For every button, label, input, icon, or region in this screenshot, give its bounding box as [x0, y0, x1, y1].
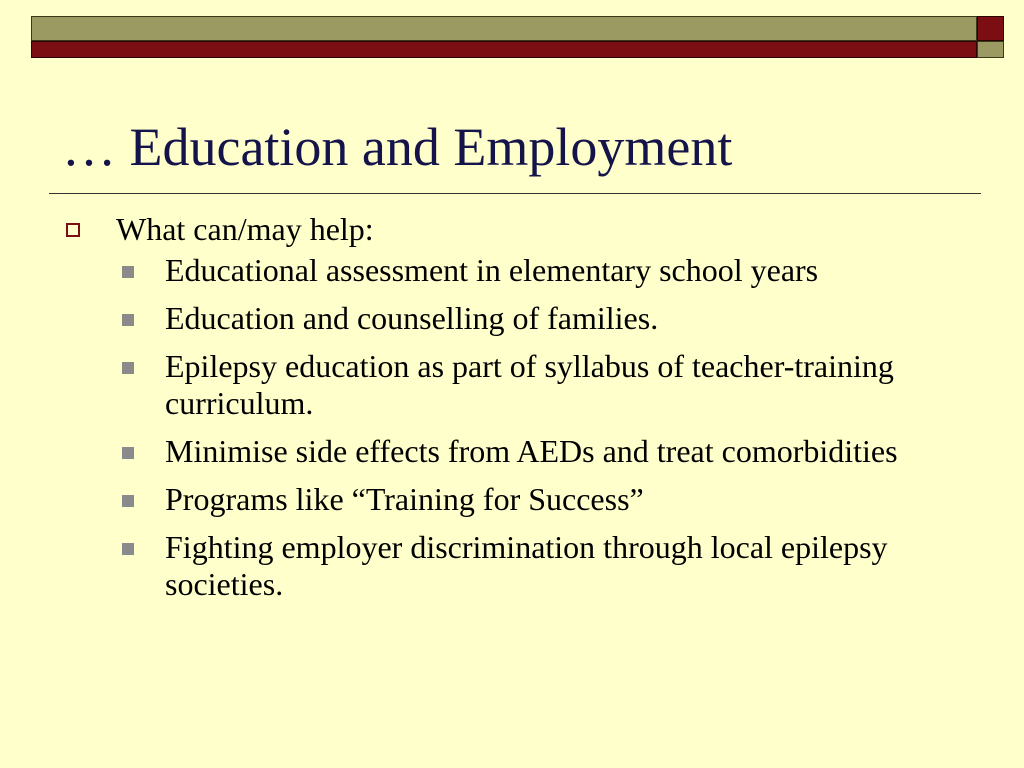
sub-bullet-list: [66, 252, 966, 603]
list-item: [114, 300, 966, 337]
slide-title: … Education and Employment: [62, 117, 733, 177]
list-item: [114, 481, 966, 518]
list-item: [114, 252, 966, 289]
list-item-text: Minimise side effects from AEDs and treat comorbidities: [165, 433, 898, 469]
list-item: [114, 529, 966, 603]
header-band-maroon: [31, 41, 977, 58]
slide-body: [66, 210, 966, 614]
list-item-text: Educational assessment in elementary school years: [165, 252, 819, 288]
filled-square-icon: [122, 495, 134, 507]
filled-square-icon: [122, 447, 134, 459]
header-corner-olive: [977, 41, 1004, 58]
list-item-text: Fighting employer discrimination through local epilepsy societies.: [165, 529, 888, 602]
list-item: [114, 433, 966, 470]
list-item-text: Programs like “Training for Success”: [165, 481, 644, 517]
filled-square-icon: [122, 362, 134, 374]
list-item: [114, 348, 966, 422]
list-item-text: Education and counselling of families.: [165, 300, 659, 336]
filled-square-icon: [122, 314, 134, 326]
bullet-level1-text: What can/may help:: [116, 211, 374, 247]
hollow-square-icon: [66, 223, 80, 237]
header-corner-maroon: [977, 16, 1004, 41]
filled-square-icon: [122, 543, 134, 555]
bullet-level1: [66, 210, 966, 248]
filled-square-icon: [122, 266, 134, 278]
list-item-text: Epilepsy education as part of syllabus of teacher-training curriculum.: [165, 348, 894, 421]
header-band-olive: [31, 16, 977, 41]
title-divider: [49, 193, 981, 194]
